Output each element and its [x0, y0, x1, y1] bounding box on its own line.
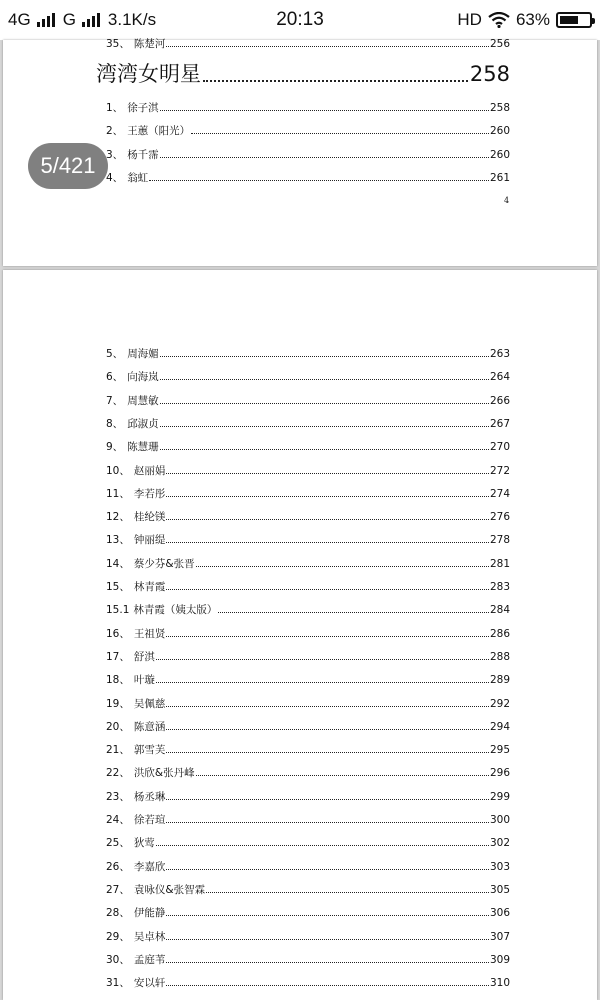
toc-entry-name: 蔡少芬&张晋	[133, 557, 195, 570]
toc-entry[interactable]	[106, 950, 510, 966]
toc-entry-name: 邱淑贞	[127, 417, 159, 430]
toc-entry[interactable]	[106, 927, 510, 943]
toc-entry-page: 263	[489, 348, 510, 360]
toc-entry-page: 260	[489, 125, 510, 138]
toc-entry[interactable]	[106, 600, 510, 616]
toc-entry-page: 292	[489, 697, 510, 710]
toc-entry[interactable]	[106, 461, 510, 477]
toc-entry-page: 274	[489, 487, 510, 500]
toc-entry-num: 19、	[106, 697, 130, 710]
toc-section-heading[interactable]	[96, 56, 510, 86]
toc-entry-page: 272	[489, 464, 510, 477]
toc-entry-name: 郭雪芙	[133, 744, 166, 757]
toc-entry-num: 23、	[106, 790, 130, 803]
toc-entry-num: 30、	[106, 953, 130, 966]
toc-entry-num: 3、	[106, 148, 124, 161]
page-footer-number: 4	[504, 196, 510, 205]
network-speed: 3.1K/s	[107, 10, 157, 29]
toc-entry-name: 安以轩	[133, 977, 166, 990]
toc-entry-num: 2、	[106, 125, 124, 138]
toc-entry[interactable]	[106, 647, 510, 663]
toc-entry[interactable]	[106, 344, 510, 360]
toc-entry-page: 309	[489, 953, 510, 966]
toc-entry-page: 288	[489, 650, 510, 663]
toc-entry-num: 27、	[106, 883, 130, 896]
toc-entry[interactable]	[106, 577, 510, 593]
toc-entry-page: 299	[489, 790, 510, 803]
toc-entry-name: 向海岚	[127, 371, 159, 384]
system-indicators	[457, 10, 592, 30]
toc-entry-name: 周慧敏	[127, 394, 159, 407]
toc-entry[interactable]	[106, 694, 510, 710]
toc-entry-name: 王祖贤	[133, 627, 166, 640]
toc-entry-page: 302	[489, 837, 510, 850]
toc-entry-num: 9、	[106, 441, 124, 454]
toc-entry[interactable]	[106, 857, 510, 873]
toc-entry[interactable]	[106, 507, 510, 523]
toc-entry[interactable]	[106, 973, 510, 989]
toc-entry-num: 20、	[106, 720, 130, 733]
toc-entry-page: 281	[489, 557, 510, 570]
toc-entry-num: 7、	[106, 394, 124, 407]
toc-entry[interactable]	[106, 391, 510, 407]
toc-entry-name: 林青霞	[133, 581, 166, 593]
document-page[interactable]	[3, 270, 597, 1000]
toc-entry[interactable]	[106, 145, 510, 161]
toc-entry-name: 陈慧珊	[127, 441, 159, 454]
toc-entry-name: 徐若瑄	[133, 814, 166, 826]
toc-entry-page: 296	[489, 767, 510, 780]
section-title: 湾湾女明星	[96, 62, 201, 86]
toc-entry[interactable]	[106, 98, 510, 114]
toc-entry[interactable]	[106, 554, 510, 570]
toc-entry-name: 钟丽缇	[133, 534, 166, 547]
toc-entry-page: 289	[489, 674, 510, 687]
toc-entry-page: 307	[489, 930, 510, 943]
toc-entry-name: 叶璇	[133, 674, 155, 687]
toc-entry-name: 吴佩慈	[133, 697, 166, 710]
toc-entry-page: 267	[489, 417, 510, 430]
section-page: 258	[469, 62, 510, 86]
toc-entry-num: 15、	[106, 581, 130, 593]
toc-entry-num: 17、	[106, 650, 130, 663]
toc-entry-page: 283	[489, 581, 510, 593]
toc-entry[interactable]	[106, 624, 510, 640]
toc-entry-num: 6、	[106, 371, 124, 384]
page-indicator-badge: 5/421	[28, 143, 108, 189]
toc-entry-page: 306	[489, 907, 510, 920]
network-4g-label: 4G	[8, 10, 31, 29]
toc-entry-page: 295	[489, 744, 510, 757]
toc-entry-name: 徐子淇	[127, 102, 159, 114]
toc-entry-page: 266	[489, 394, 510, 407]
network-g-label: G	[62, 10, 76, 29]
toc-entry[interactable]	[106, 367, 510, 383]
toc-entry-num: 22、	[106, 767, 130, 780]
toc-entry-name: 吴卓林	[133, 930, 166, 943]
toc-entry-page: 270	[489, 441, 510, 454]
toc-entry-name: 陈意涵	[133, 720, 166, 733]
toc-entry[interactable]	[106, 717, 510, 733]
toc-entry-name: 杨千霈	[127, 148, 159, 161]
toc-entry[interactable]	[106, 414, 510, 430]
toc-entry-name: 周海媚	[127, 348, 159, 360]
toc-entry-name: 李若彤	[133, 487, 166, 500]
clock: 20:13	[276, 9, 324, 30]
toc-entry[interactable]	[106, 903, 510, 919]
toc-entry[interactable]	[106, 763, 510, 779]
toc-entry[interactable]	[106, 168, 510, 184]
toc-entry-page: 258	[489, 102, 510, 114]
toc-entry-num: 5、	[106, 348, 124, 360]
toc-entry-num: 18、	[106, 674, 130, 687]
toc-entry-page: 294	[489, 720, 510, 733]
toc-entry-name: 赵丽娟	[133, 464, 166, 477]
toc-entry-num: 15.1	[106, 604, 130, 617]
toc-entry-name: 桂纶镁	[133, 511, 166, 524]
toc-entry-num: 21、	[106, 744, 130, 757]
toc-entry-name: 伊能静	[133, 907, 166, 920]
toc-entry-num: 10、	[106, 464, 130, 477]
toc-entry[interactable]	[106, 740, 510, 756]
toc-entry-num: 4、	[106, 171, 124, 184]
toc-entry[interactable]	[106, 787, 510, 803]
toc-entry-name: 翁虹	[127, 171, 149, 184]
toc-entry-num: 13、	[106, 534, 130, 547]
toc-entry-num: 26、	[106, 860, 130, 873]
toc-entry-num: 29、	[106, 930, 130, 943]
toc-entry-name: 杨丞琳	[133, 790, 166, 803]
wifi-icon	[488, 12, 510, 28]
toc-entry-page: 260	[489, 148, 510, 161]
toc-entry[interactable]	[106, 437, 510, 453]
toc-entry-name: 狄莺	[133, 837, 155, 850]
toc-entry[interactable]	[106, 121, 510, 137]
hd-label: HD	[457, 10, 482, 29]
toc-entry[interactable]: 35、 陈楚河 256	[106, 38, 510, 50]
toc-entry-page: 300	[489, 814, 510, 826]
toc-entry-num: 11、	[106, 487, 130, 500]
toc-entry-page: 278	[489, 534, 510, 547]
toc-entry-page: 310	[489, 977, 510, 990]
toc-entry-page: 303	[489, 860, 510, 873]
toc-entry-name: 林青霞（姨太版）	[133, 604, 218, 617]
toc-entry-num: 16、	[106, 627, 130, 640]
toc-entry-page: 276	[489, 511, 510, 524]
toc-entry-name: 孟庭苇	[133, 953, 166, 966]
toc-entry[interactable]	[106, 530, 510, 546]
toc-entry[interactable]	[106, 670, 510, 686]
toc-entry-page: 264	[489, 371, 510, 384]
toc-entry-page: 284	[489, 604, 510, 617]
toc-entry-name: 洪欣&张丹峰	[133, 767, 195, 780]
toc-entry-num: 25、	[106, 837, 130, 850]
toc-entry[interactable]	[106, 484, 510, 500]
battery-icon	[556, 12, 592, 28]
toc-entry-name: 王蕙（阳光）	[127, 125, 191, 138]
toc-entry-name: 袁咏仪&张智霖	[133, 883, 206, 896]
toc-entry[interactable]	[106, 810, 510, 826]
toc-entry-num: 12、	[106, 511, 130, 524]
toc-entry[interactable]	[106, 833, 510, 849]
battery-percent: 63%	[515, 10, 550, 29]
toc-entry-name: 李嘉欣	[133, 860, 166, 873]
toc-entry-num: 24、	[106, 814, 130, 826]
toc-entry-page: 286	[489, 627, 510, 640]
toc-entry-num: 8、	[106, 417, 124, 430]
toc-entry-num: 14、	[106, 557, 130, 570]
toc-entry-page: 261	[489, 171, 510, 184]
toc-entry-num: 1、	[106, 102, 124, 114]
toc-entry-num: 28、	[106, 907, 130, 920]
toc-entry[interactable]	[106, 880, 510, 896]
toc-entry-name: 舒淇	[133, 650, 155, 663]
toc-entry-page: 305	[489, 883, 510, 896]
toc-entry-num: 31、	[106, 977, 130, 990]
